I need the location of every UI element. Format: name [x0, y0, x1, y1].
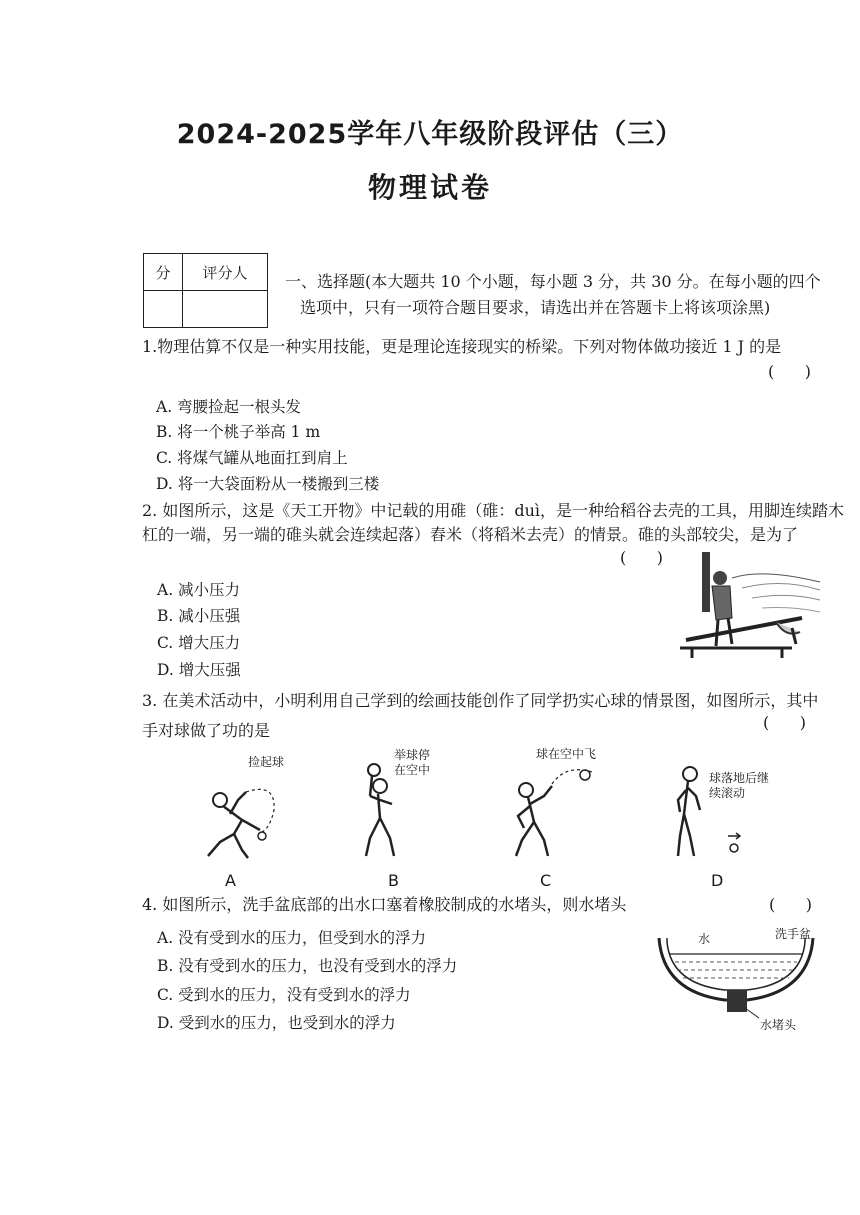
- q4-basin-label: 洗手盆: [775, 927, 812, 941]
- q3-label-d: D: [711, 871, 724, 890]
- q4-option-d: D. 受到水的压力，也受到水的浮力: [157, 1014, 396, 1032]
- q2-answer-paren: ( ): [620, 548, 663, 567]
- q4-water-label: 水: [698, 932, 711, 946]
- q4-answer-paren: ( ): [769, 895, 812, 914]
- q3-label-c: C: [540, 871, 552, 890]
- q3-figure-a: [190, 770, 290, 865]
- q2-option-d: D. 增大压强: [157, 661, 241, 679]
- q3-caption-a: 捡起球: [248, 755, 285, 769]
- q3-caption-b: 举球停在空中: [394, 748, 431, 777]
- q3-caption-c: 球在空中飞: [536, 747, 597, 761]
- q2-option-c: C. 增大压力: [157, 634, 241, 652]
- q4-option-b: B. 没有受到水的压力，也没有受到水的浮力: [157, 957, 458, 975]
- grader-cell: [183, 291, 268, 328]
- subject-title: 物理试卷: [367, 171, 492, 204]
- q2-option-b: B. 减小压强: [157, 607, 241, 625]
- q3-figure-c: [500, 760, 610, 865]
- q2-stem-line2: 杠的一端，另一端的碓头就会连续起落）舂米（将稻米去壳）的情景。碓的头部较尖，是为了: [142, 525, 799, 544]
- q2-pestle-figure: [672, 548, 820, 660]
- q3-answer-paren: ( ): [763, 713, 806, 732]
- q1-option-b: B. 将一个桃子举高 1 m: [156, 423, 321, 441]
- q1-option-d: D. 将一大袋面粉从一楼搬到三楼: [156, 475, 380, 493]
- score-cell: [144, 291, 183, 328]
- q4-plug-label: 水堵头: [760, 1018, 797, 1032]
- q4-stem: 4. 如图所示，洗手盆底部的出水口塞着橡胶制成的水堵头，则水堵头: [142, 895, 627, 914]
- q4-option-a: A. 没有受到水的压力，但受到水的浮力: [157, 929, 427, 947]
- q4-basin-figure: [655, 938, 817, 1018]
- grader-header: 评分人: [183, 254, 268, 291]
- q4-option-c: C. 受到水的压力，没有受到水的浮力: [157, 986, 411, 1004]
- exam-title: 2024-2025学年八年级阶段评估（三）: [176, 119, 684, 150]
- section1-instruction-line1: 一、选择题(本大题共 10 个小题，每小题 3 分，共 30 分。在每小题的四个: [285, 272, 821, 291]
- q1-stem: 1.物理估算不仅是一种实用技能，更是理论连接现实的桥梁。下列对物体做功接近 1 J 的是: [142, 337, 782, 356]
- q3-stem-line1: 3. 在美术活动中，小明利用自己学到的绘画技能创作了同学扔实心球的情景图，如图所示，其中: [142, 691, 819, 710]
- score-header: 分: [144, 254, 183, 291]
- q3-stem-line2: 手对球做了功的是: [142, 721, 271, 740]
- section1-instruction-line2: 选项中，只有一项符合题目要求，请选出并在答题卡上将该项涂黑): [300, 298, 771, 317]
- q3-caption-d: 球落地后继续滚动: [709, 771, 770, 800]
- q2-stem-line1: 2. 如图所示，这是《天工开物》中记载的用碓（碓：duì，是一种给稻谷去壳的工具，用脚连续踏木: [142, 501, 845, 520]
- q3-figure-d: [650, 760, 760, 865]
- q1-option-c: C. 将煤气罐从地面扛到肩上: [156, 449, 348, 467]
- q3-label-b: B: [388, 871, 399, 890]
- q3-figure-b: [350, 760, 430, 865]
- q1-answer-paren: ( ): [768, 362, 811, 381]
- q1-option-a: A. 弯腰捡起一根头发: [156, 398, 302, 416]
- q2-option-a: A. 减小压力: [157, 581, 241, 599]
- q3-label-a: A: [225, 871, 236, 890]
- score-table: [143, 253, 268, 328]
